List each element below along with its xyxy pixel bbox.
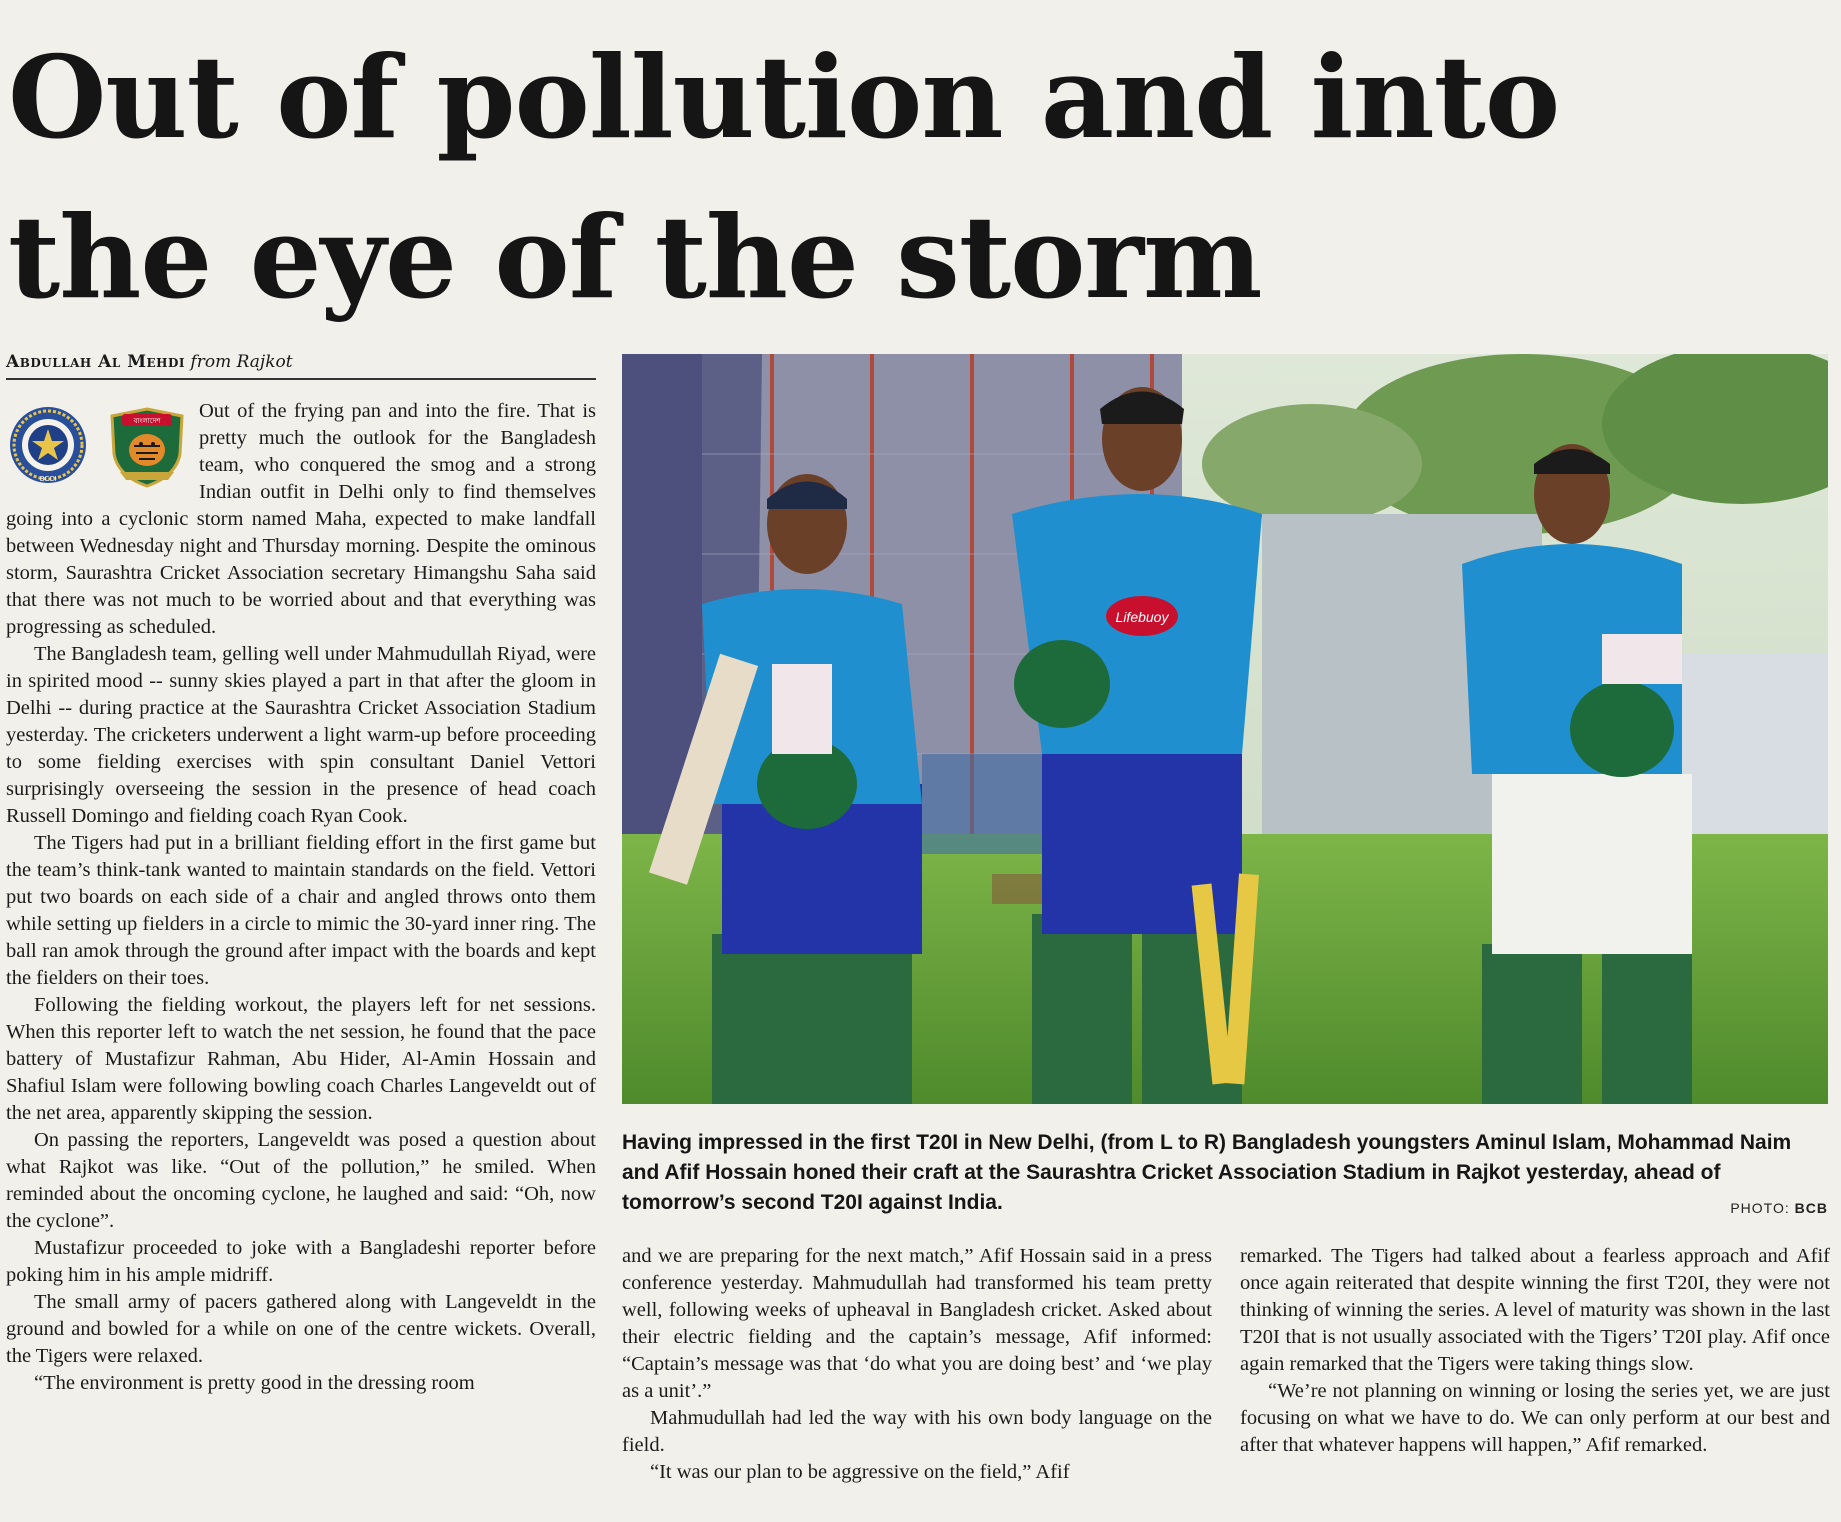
photo-credit	[1730, 1200, 1828, 1216]
byline-location: from Rajkot	[190, 352, 293, 372]
paragraph: remarked. The Tigers had talked about a fearless approach and Afif once again reiterated that despite winning the first T20I, they were not thinking of winning the series. A level of maturity was shown in the last T20I that is not usually associated with the Tigers’ T20I play. Afif once again remarked that the Tigers were taking things slow.	[1240, 1245, 1830, 1375]
svg-text:BCCI: BCCI	[39, 475, 57, 483]
headline	[8, 18, 1828, 338]
paragraph: The small army of pacers gathered along with Langeveldt in the ground and bowled for a while on one of the centre wickets. Overall, the Tigers were relaxed.	[6, 1291, 596, 1367]
paragraph: “We’re not planning on winning or losing the series yet, we are just focusing on what we have to do. We can only perform at our best and after that whatever happens will happen,” Afif remarked.	[1240, 1380, 1830, 1456]
paragraph: The Bangladesh team, gelling well under Mahmudullah Riyad, were in spirited mood -- sunny skies played a part in that after the gloom in Delhi -- during practice at the Saurashtra Cricket Association Stadium yesterday. The cricketers underwent a light warm-up before proceeding to some fielding exercises with spin consultant Daniel Vettori surprisingly overseeing the session in the presence of head coach Russell Domingo and fielding coach Ryan Cook.	[6, 643, 596, 827]
paragraph: Mahmudullah had led the way with his own body language on the field.	[622, 1407, 1212, 1456]
article-column-1	[6, 398, 596, 1397]
cricketers-photo-illustration	[622, 354, 1828, 1104]
paragraph: Following the fielding workout, the players left for net sessions. When this reporter left to watch the net session, he found that the pace battery of Mustafizur Rahman, Abu Hider, Al-Amin Hossain and Shafiul Islam were following bowling coach Charles Langeveldt out of the net area, apparently skipping the session.	[6, 994, 596, 1124]
photo-credit-source: BCB	[1794, 1200, 1828, 1216]
paragraph: On passing the reporters, Langeveldt was posed a question about what Rajkot was like. “Out of the pollution,” he smiled. When reminded about the oncoming cyclone, he laughed and said: “Oh, now the cyclone”.	[6, 1129, 596, 1232]
byline-author: Abdullah Al Mehdi	[6, 352, 186, 372]
photo-credit-label: PHOTO:	[1730, 1200, 1790, 1216]
article-column-2	[622, 1243, 1212, 1486]
paragraph: and we are preparing for the next match,” Afif Hossain said in a press conference yesterday. Mahmudullah had transformed his team pretty well, following weeks of upheaval in Bangladesh cricket. Asked about their electric fielding and the captain’s message, Afif informed: “Captain’s message was that ‘do what you are doing best’ and ‘we play as a unit’.”	[622, 1245, 1212, 1402]
photo-caption: Having impressed in the first T20I in New Delhi, (from L to R) Bangladesh youngsters Aminul Islam, Mohammad Naim and Afif Hossain honed their craft at the Saurashtra Cricket Association Stadium in Rajkot yesterday, ahead of tomorrow’s second T20I against India.	[622, 1131, 1792, 1214]
headline-line-2: the eye of the storm	[8, 191, 1262, 324]
svg-text:Lifebuoy: Lifebuoy	[1115, 609, 1169, 625]
article-column-3	[1240, 1243, 1830, 1459]
bcb-logo-icon	[106, 406, 188, 488]
paragraph: Mustafizur proceeded to joke with a Bangladeshi reporter before poking him in his ample midriff.	[6, 1237, 596, 1286]
paragraph: Out of the frying pan and into the fire. That is pretty much the outlook for the Bangladesh team, who conquered the smog and a strong Indian outfit in Delhi only to find themselves going into a cyclonic storm named Maha, expected to make landfall between Wednesday night and Thursday morning. Despite the ominous storm, Saurashtra Cricket Association secretary Himangshu Saha said that there was not much to be worried about and that everything was progressing as scheduled.	[6, 400, 596, 638]
team-logos	[6, 400, 191, 490]
article-photo	[622, 354, 1828, 1104]
paragraph: The Tigers had put in a brilliant fielding effort in the first game but the team’s think-tank wanted to maintain standards on the field. Vettori put two boards on each side of a chair and angled throws onto them while setting up fielders in a circle to mimic the 30-yard inner ring. The ball ran amok through the ground after impact with the boards and kept the fielders on their toes.	[6, 832, 596, 989]
paragraph: “The environment is pretty good in the dressing room	[34, 1372, 475, 1394]
svg-text:বাংলাদেশ: বাংলাদেশ	[133, 417, 161, 425]
headline-line-1: Out of pollution and into	[8, 31, 1560, 164]
byline	[6, 352, 596, 380]
paragraph: “It was our plan to be aggressive on the field,” Afif	[650, 1461, 1070, 1483]
bcci-logo-icon	[8, 405, 88, 485]
